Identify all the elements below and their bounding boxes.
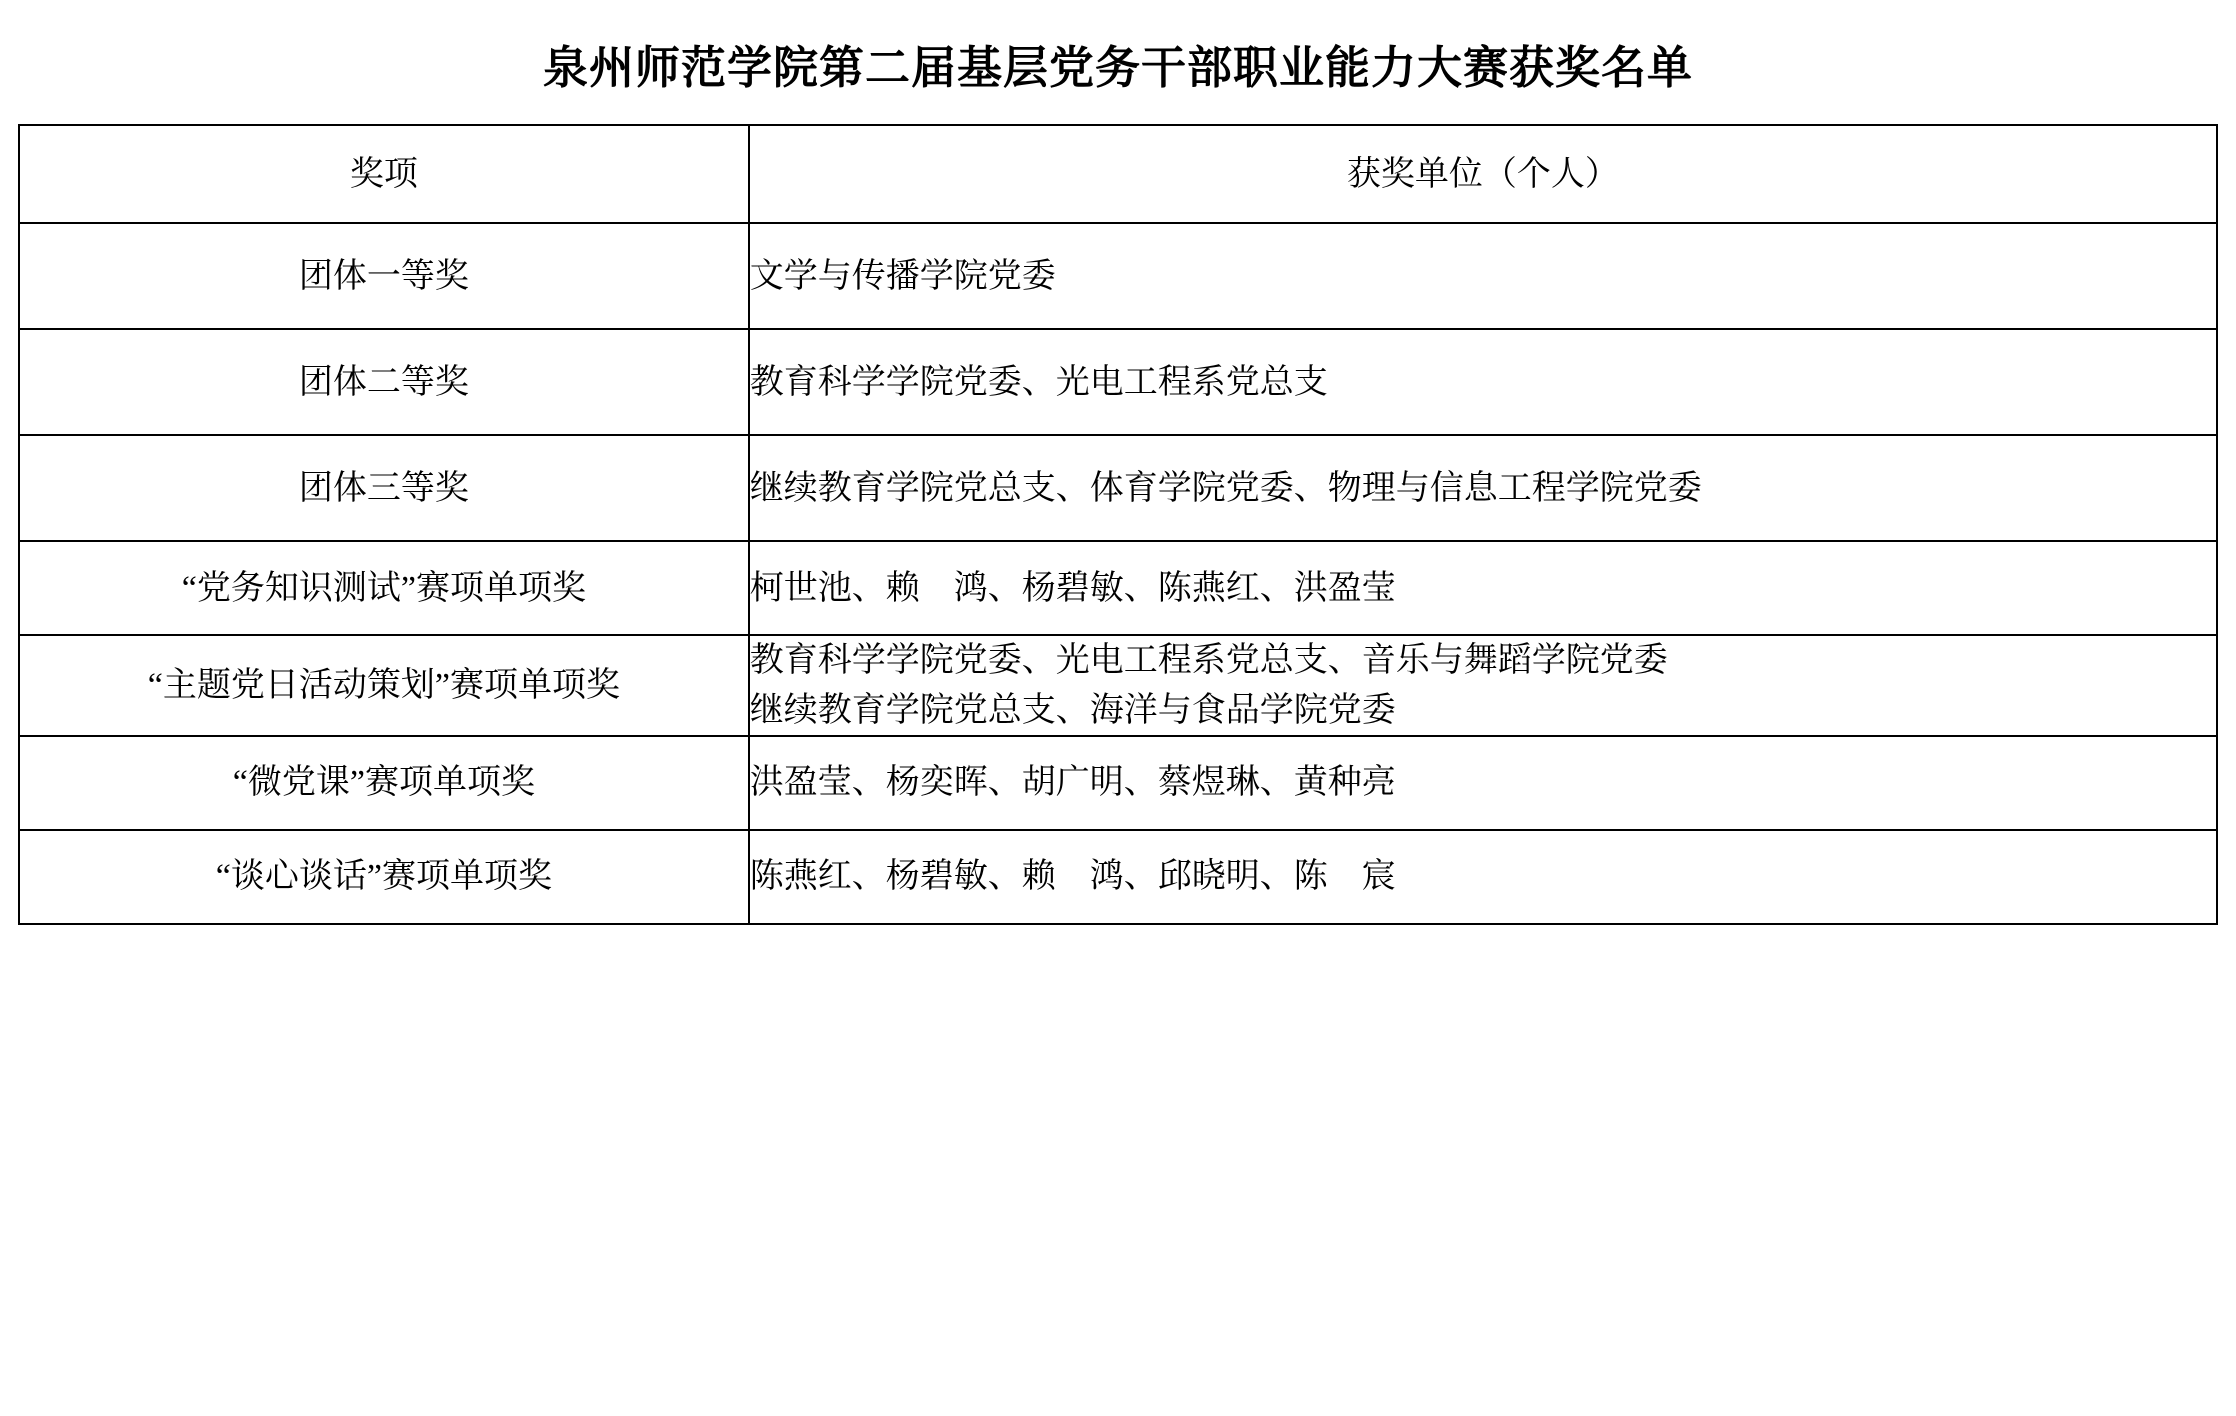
winner-line: 教育科学学院党委、光电工程系党总支 xyxy=(749,363,1328,401)
table-row xyxy=(19,329,2217,435)
winner-line: 教育科学学院党委、光电工程系党总支、音乐与舞蹈学院党委 xyxy=(749,642,1668,680)
winner-line: 文学与传播学院党委 xyxy=(749,257,1056,295)
winner-list xyxy=(749,736,2217,830)
winner-list xyxy=(749,329,2217,435)
table-row xyxy=(19,223,2217,329)
award-name: 团体二等奖 xyxy=(19,329,749,435)
winner-list xyxy=(749,223,2217,329)
award-name: “微党课”赛项单项奖 xyxy=(19,736,749,830)
table-row xyxy=(19,736,2217,830)
award-name: “主题党日活动策划”赛项单项奖 xyxy=(19,635,749,736)
winner-list xyxy=(749,541,2217,635)
table-header-row xyxy=(19,125,2217,223)
winner-line: 陈燕红、杨碧敏、赖 鸿、邱晓明、陈 宸 xyxy=(749,858,1396,896)
award-name: 团体一等奖 xyxy=(19,223,749,329)
award-name: “党务知识测试”赛项单项奖 xyxy=(19,541,749,635)
award-name: 团体三等奖 xyxy=(19,435,749,541)
winner-line: 洪盈莹、杨奕晖、胡广明、蔡煜琳、黄种亮 xyxy=(749,764,1396,802)
award-name: “谈心谈话”赛项单项奖 xyxy=(19,830,749,924)
table-row xyxy=(19,541,2217,635)
winner-line: 继续教育学院党总支、体育学院党委、物理与信息工程学院党委 xyxy=(749,469,1702,507)
award-list-table xyxy=(18,124,2218,925)
column-header-winner: 获奖单位（个人） xyxy=(749,125,2217,223)
column-header-award: 奖项 xyxy=(19,125,749,223)
table-row xyxy=(19,435,2217,541)
winner-list xyxy=(749,435,2217,541)
winner-list xyxy=(749,830,2217,924)
table-row xyxy=(19,635,2217,736)
winner-line: 继续教育学院党总支、海洋与食品学院党委 xyxy=(749,691,1396,729)
winner-list xyxy=(749,635,2217,736)
page-title: 泉州师范学院第二届基层党务干部职业能力大赛获奖名单 xyxy=(542,42,1693,93)
table-row xyxy=(19,830,2217,924)
winner-line: 柯世池、赖 鸿、杨碧敏、陈燕红、洪盈莹 xyxy=(749,569,1396,607)
